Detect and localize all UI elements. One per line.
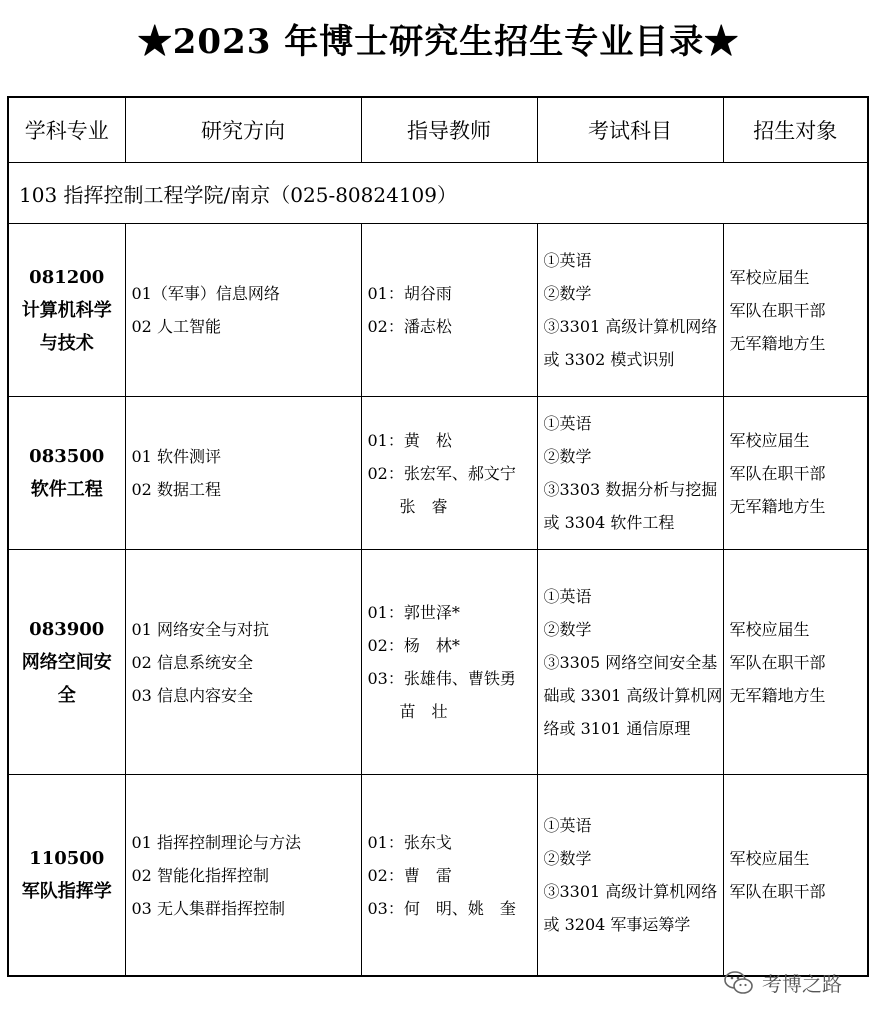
advisor-item: 02：潘志松 <box>367 317 452 336</box>
table-row <box>8 397 868 550</box>
target-item: 无军籍地方生 <box>729 685 826 705</box>
advisor-item: 张 睿 <box>367 496 448 516</box>
target-cell <box>723 224 868 397</box>
exam-cell <box>537 550 723 775</box>
major-name: 软件工程 <box>30 479 103 500</box>
advisor-cell <box>361 550 537 775</box>
exam-item: ③3301 高级计算机网络或 3204 军事运筹学 <box>543 882 718 934</box>
major-cell <box>8 550 125 775</box>
major-code: 081200 <box>29 266 105 288</box>
direction-item: 01 网络安全与对抗 <box>131 619 269 639</box>
header-major: 学科专业 <box>8 97 125 163</box>
header-target: 招生对象 <box>723 97 868 163</box>
major-cell <box>8 224 125 397</box>
target-item: 军校应届生 <box>729 430 810 450</box>
watermark-text: 考博之路 <box>762 972 842 996</box>
advisor-item: 01：黄 松 <box>367 430 452 450</box>
target-item: 军队在职干部 <box>729 463 826 483</box>
header-row <box>8 97 868 163</box>
target-item: 军校应届生 <box>729 267 810 287</box>
table-row <box>8 775 868 977</box>
target-item: 军校应届生 <box>729 849 810 868</box>
advisor-item: 苗 壮 <box>367 702 448 721</box>
header-exam: 考试科目 <box>537 97 723 163</box>
direction-item: 03 信息内容安全 <box>131 685 253 705</box>
advisor-item: 02：张宏军、郝文宁 <box>367 463 516 483</box>
direction-item: 02 人工智能 <box>131 317 221 336</box>
department-row <box>8 163 868 224</box>
direction-item: 02 数据工程 <box>131 480 221 499</box>
exam-cell <box>537 397 723 550</box>
exam-item: ②数学 <box>543 849 592 868</box>
advisor-cell <box>361 224 537 397</box>
direction-cell <box>125 775 361 977</box>
major-cell <box>8 775 125 977</box>
exam-item: ①英语 <box>543 816 592 835</box>
advisor-item: 01：郭世泽* <box>367 603 460 622</box>
exam-item: ①英语 <box>543 251 592 270</box>
direction-cell <box>125 224 361 397</box>
target-item: 军队在职干部 <box>729 652 826 672</box>
exam-item: ②数学 <box>543 619 592 639</box>
major-name: 军队指挥学 <box>21 881 112 902</box>
table-row <box>8 550 868 775</box>
major-code: 110500 <box>29 848 105 869</box>
major-name: 网络空间安全 <box>21 651 112 706</box>
exam-cell <box>537 775 723 977</box>
direction-cell <box>125 550 361 775</box>
advisor-cell <box>361 775 537 977</box>
target-item: 军队在职干部 <box>729 882 826 901</box>
direction-item: 01 指挥控制理论与方法 <box>131 832 301 852</box>
target-cell <box>723 550 868 775</box>
target-cell <box>723 775 868 977</box>
advisor-cell <box>361 397 537 550</box>
exam-item: ③3301 高级计算机网络或 3302 模式识别 <box>543 317 718 369</box>
major-cell <box>8 397 125 550</box>
advisor-item: 02：杨 林* <box>367 636 460 655</box>
advisor-item: 02：曹 雷 <box>367 865 452 885</box>
direction-item: 02 智能化指挥控制 <box>131 865 269 885</box>
exam-cell <box>537 224 723 397</box>
exam-item: ③3305 网络空间安全基础或 3301 高级计算机网络或 3101 通信原理 <box>543 652 723 738</box>
advisor-item: 03：张雄伟、曹铁勇 <box>367 669 516 688</box>
header-direction: 研究方向 <box>125 97 361 163</box>
exam-item: ②数学 <box>543 284 592 303</box>
table-row <box>8 224 868 397</box>
exam-item: ③3303 数据分析与挖掘或 3304 软件工程 <box>543 480 718 532</box>
direction-cell <box>125 397 361 550</box>
exam-item: ①英语 <box>543 414 592 433</box>
major-name: 计算机科学与技术 <box>21 299 112 354</box>
target-item: 无军籍地方生 <box>729 496 826 516</box>
wechat-icon <box>724 970 754 996</box>
advisor-item: 01：胡谷雨 <box>367 284 452 303</box>
target-item: 军队在职干部 <box>729 300 826 320</box>
direction-item: 02 信息系统安全 <box>131 652 253 672</box>
direction-item: 01 软件测评 <box>131 447 221 466</box>
header-advisor: 指导教师 <box>361 97 537 163</box>
watermark <box>724 968 842 997</box>
catalog-table <box>7 96 869 977</box>
advisor-item: 01：张东戈 <box>367 832 452 852</box>
major-code: 083900 <box>29 618 105 640</box>
target-cell <box>723 397 868 550</box>
target-item: 军校应届生 <box>729 619 810 639</box>
direction-item: 01（军事）信息网络 <box>131 284 280 303</box>
exam-item: ①英语 <box>543 586 592 606</box>
department-name: 103 指挥控制工程学院/南京（025-80824109） <box>8 163 868 224</box>
exam-item: ②数学 <box>543 447 592 466</box>
target-item: 无军籍地方生 <box>729 333 826 353</box>
advisor-item: 03：何 明、姚 奎 <box>367 898 516 918</box>
major-code: 083500 <box>29 446 105 467</box>
page-title: ★2023 年博士研究生招生专业目录★ <box>137 22 740 62</box>
direction-item: 03 无人集群指挥控制 <box>131 898 285 918</box>
